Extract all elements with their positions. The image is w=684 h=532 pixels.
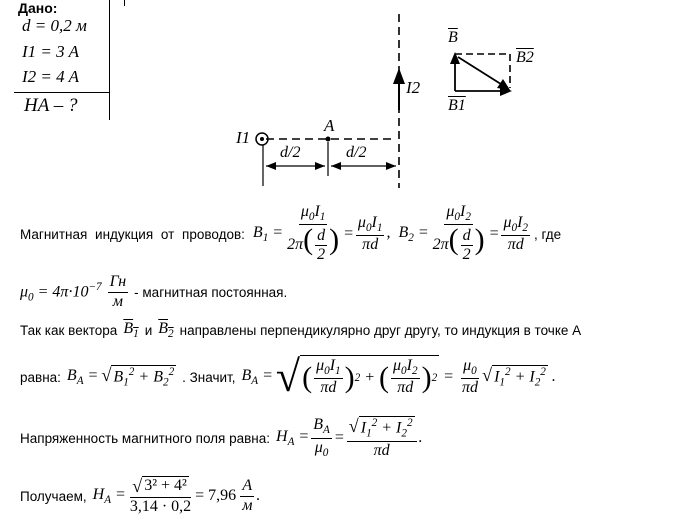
formula-line-5: Напряженность магнитного поля равна: $H_A$ = $\frac{B_A}{\mu_0}$ = √ $I_1^2 + I_2^2$ πd . <box>20 416 423 459</box>
label-half-1: d/2 <box>280 144 301 161</box>
result-value: = 7,96 <box>195 487 237 504</box>
label-b: $\overline{B}$ <box>448 29 458 46</box>
given-header: Дано: <box>18 0 58 16</box>
text-field-strength: Напряженность магнитного поля равна: <box>20 430 271 446</box>
point-a <box>326 137 331 142</box>
text-result-intro: Получаем, <box>20 488 87 504</box>
text-vectors-b: направлены перпендикулярно друг другу, то индукция в точке А <box>179 322 582 338</box>
text-mu-const: - магнитная постоянная. <box>134 284 288 300</box>
text-vectors-and: и <box>144 322 153 338</box>
text-equal: равна: <box>20 369 61 385</box>
given-i2: I2 = 4 A <box>22 67 79 86</box>
vector-b-result <box>458 57 504 86</box>
given-find: HA – ? <box>24 95 78 116</box>
label-a: A <box>324 116 335 135</box>
given-i1: I1 = 3 A <box>22 42 79 61</box>
denominator-numbers: 3,14 · 0,2 <box>129 498 192 515</box>
text-where: , где <box>533 226 562 242</box>
formula-line-2: $\mu_0 = 4\pi\cdot 10^{-7}$ $\frac{Гн}{м}$ - магнитная постоянная. <box>20 273 288 310</box>
label-b1: B1 <box>448 97 466 114</box>
label-half-2: d/2 <box>346 144 367 161</box>
current-i2-arrowhead <box>393 68 405 84</box>
formula-line-6: Получаем, $H_A$ = √ 3² + 4² 3,14 · 0,2 = 7,96 $\frac{A}{м}$ . <box>20 475 261 515</box>
label-i2: I2 <box>406 78 421 97</box>
given-d: d = 0,2 м <box>22 16 87 35</box>
physics-diagram <box>0 0 684 200</box>
text-intro-b: Магнитная индукция от проводов: <box>20 226 245 242</box>
label-b2: B2 <box>516 49 534 66</box>
numerator-numbers: 3² + 4² <box>142 476 189 497</box>
text-line-3: Так как вектора $B_1$ и $B_2$ направлены перпендикулярно друг другу, то индукция в точке А <box>20 319 582 341</box>
formula-line-4: равна: $B_A$ = √ $B_1^2 + B_2^2$ . Значит, $B_A$ = √ ( $\frac{\mu_0I_1}{\pi d}$ ) 2 + ( $\frac{\mu_0I_2}{\pi d}$ ) 2 = $\frac{\mu_0}{\pi d}$ √ $I_1^2 + I_2^2$ . <box>20 352 556 401</box>
text-vectors-a: Так как вектора <box>20 322 118 338</box>
formula-line-1: Магнитная индукция от проводов: $B_1$ = $\mu_0I_1$ 2π( $\frac{d}{2}$ ) = $\frac{\mu_0I_1}{\pi d}$ , $B_2$ = $\mu_0I_2$ 2π( $\frac{d}{2}$ ) = $\frac{\mu_0I_2}{\pi d}$ , где <box>20 203 562 264</box>
label-i1: I1 <box>236 128 251 147</box>
text-therefore: . Значит, <box>182 369 236 385</box>
